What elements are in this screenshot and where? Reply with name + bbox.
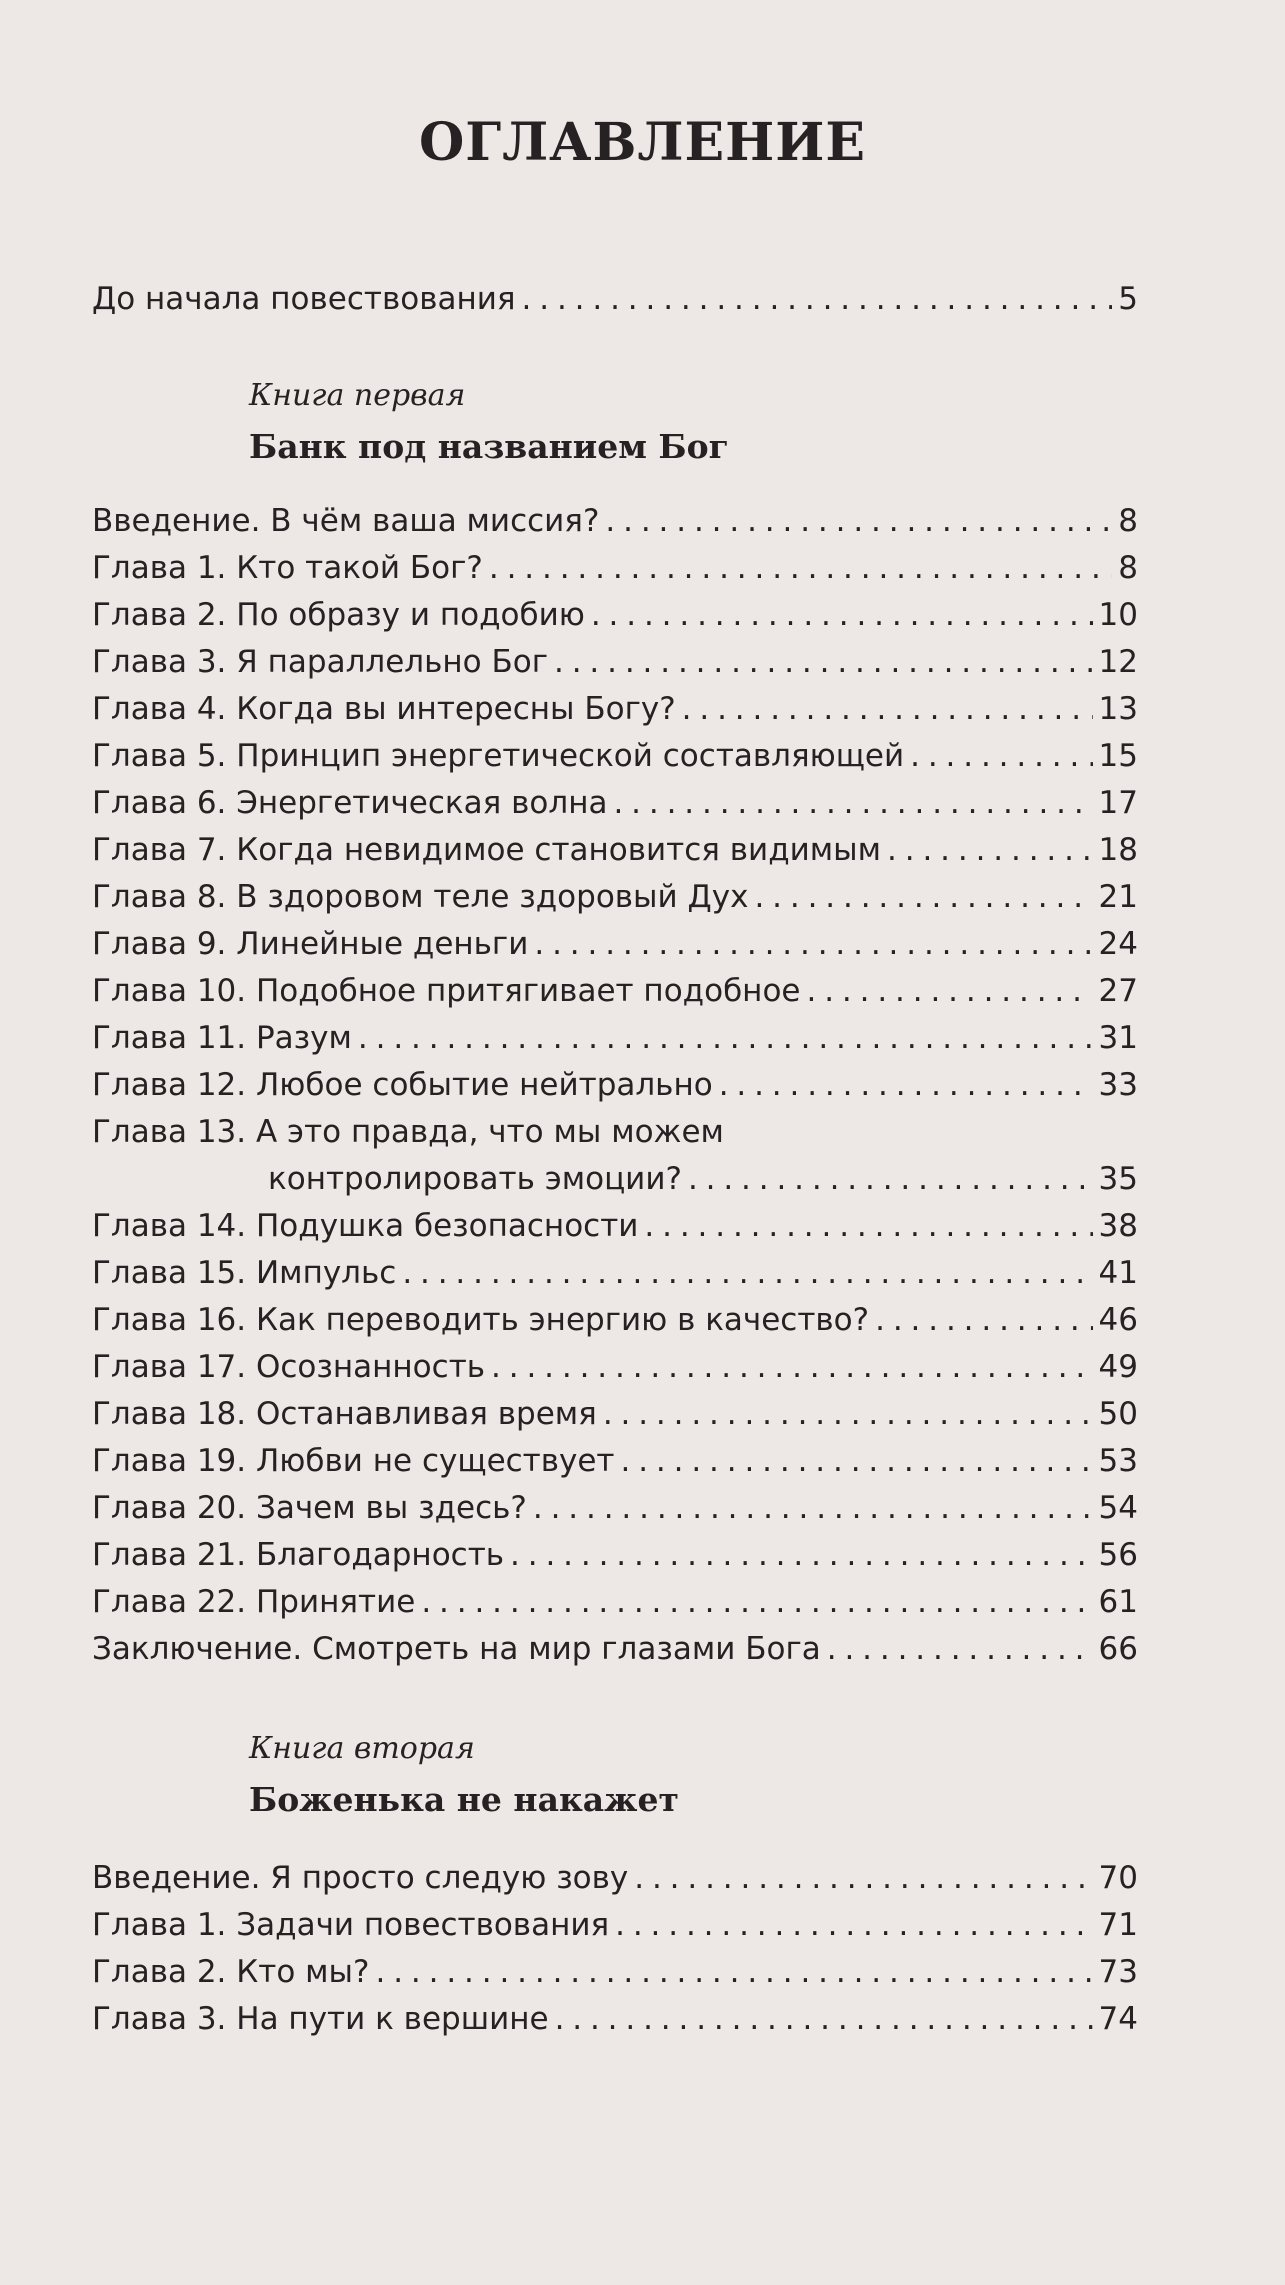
toc-entry (92, 1858, 1138, 1898)
book-title: Банк под названием Бог (249, 427, 729, 466)
toc-entry (268, 1159, 1138, 1199)
dot-leader (522, 279, 1113, 319)
dot-leader (887, 830, 1093, 870)
dot-leader (402, 1253, 1092, 1293)
toc-entry (92, 971, 1138, 1011)
entry-page: 13 (1098, 691, 1138, 727)
entry-title: Глава 17. Осознанность (92, 1349, 486, 1385)
entry-title: Глава 15. Импульс (92, 1255, 397, 1291)
dot-leader (644, 1206, 1092, 1246)
entry-page: 33 (1098, 1067, 1138, 1103)
toc-entry (92, 1905, 1138, 1945)
toc-entry (92, 783, 1138, 823)
toc-entry (92, 1488, 1138, 1528)
entry-title: Глава 8. В здоровом теле здоровый Дух (92, 879, 749, 915)
entry-page: 50 (1098, 1396, 1138, 1432)
dot-leader (621, 1441, 1093, 1481)
entry-page: 54 (1098, 1490, 1138, 1526)
toc-entry (92, 548, 1138, 588)
dot-leader (754, 877, 1092, 917)
dot-leader (421, 1582, 1092, 1622)
entry-title: До начала повествования (92, 281, 516, 317)
entry-title: Глава 13. А это правда, что мы можем (92, 1114, 724, 1150)
entry-page: 49 (1098, 1349, 1138, 1385)
toc-entry (92, 1206, 1138, 1246)
entry-title: Глава 6. Энергетическая волна (92, 785, 608, 821)
entry-page: 10 (1098, 597, 1138, 633)
entry-page: 31 (1098, 1020, 1138, 1056)
entry-page: 53 (1098, 1443, 1138, 1479)
entry-title: Глава 12. Любое событие нейтрально (92, 1067, 713, 1103)
entry-page: 73 (1098, 1954, 1138, 1990)
dot-leader (682, 689, 1093, 729)
entry-page: 27 (1098, 973, 1138, 1009)
dot-leader (534, 924, 1092, 964)
dot-leader (491, 1347, 1093, 1387)
dot-leader (719, 1065, 1093, 1105)
dot-leader (555, 1999, 1093, 2039)
entry-title: Введение. В чём ваша миссия? (92, 503, 600, 539)
toc-entry (92, 736, 1138, 776)
dot-leader (827, 1629, 1093, 1669)
dot-leader (875, 1300, 1092, 1340)
entry-title: Глава 16. Как переводить энергию в качество? (92, 1302, 870, 1338)
entry-title: Глава 11. Разум (92, 1020, 352, 1056)
toc-entry-intro (92, 279, 1138, 319)
entry-title: Глава 19. Любви не существует (92, 1443, 615, 1479)
book-label: Книга вторая (249, 1731, 475, 1766)
entry-page: 71 (1098, 1907, 1138, 1943)
dot-leader (807, 971, 1093, 1011)
dot-leader (910, 736, 1092, 776)
toc-entry (92, 830, 1138, 870)
toc-entry (92, 1441, 1138, 1481)
entry-page: 12 (1098, 644, 1138, 680)
toc-entry (92, 689, 1138, 729)
dot-leader (554, 642, 1093, 682)
dot-leader (634, 1858, 1092, 1898)
entry-title: Глава 2. По образу и подобию (92, 597, 585, 633)
toc-entry (92, 1535, 1138, 1575)
toc-entry (92, 1952, 1138, 1992)
entry-title: Глава 20. Зачем вы здесь? (92, 1490, 527, 1526)
entry-title: Глава 1. Задачи повествования (92, 1907, 610, 1943)
dot-leader (510, 1535, 1093, 1575)
entry-page: 41 (1098, 1255, 1138, 1291)
toc-entry (92, 1253, 1138, 1293)
entry-page: 70 (1098, 1860, 1138, 1896)
book-label: Книга первая (249, 378, 466, 413)
entry-page: 5 (1118, 281, 1138, 317)
entry-page: 46 (1098, 1302, 1138, 1338)
entry-page: 74 (1098, 2001, 1138, 2037)
entry-title-continuation: контролировать эмоции? (268, 1161, 682, 1197)
dot-leader (605, 501, 1112, 541)
entry-title: Введение. Я просто следую зову (92, 1860, 629, 1896)
entry-page: 35 (1098, 1161, 1138, 1197)
toc-entry (92, 1347, 1138, 1387)
entry-title: Заключение. Смотреть на мир глазами Бога (92, 1631, 821, 1667)
entry-title: Глава 5. Принцип энергетической составляющей (92, 738, 905, 774)
entry-title: Глава 7. Когда невидимое становится видимым (92, 832, 882, 868)
toc-entry (92, 1018, 1138, 1058)
toc-entry (92, 1394, 1138, 1434)
dot-leader (489, 548, 1112, 588)
entry-page: 24 (1098, 926, 1138, 962)
entry-title: Глава 4. Когда вы интересны Богу? (92, 691, 676, 727)
dot-leader (603, 1394, 1093, 1434)
dot-leader (591, 595, 1093, 635)
entry-page: 56 (1098, 1537, 1138, 1573)
entry-page: 61 (1098, 1584, 1138, 1620)
book-title: Боженька не накажет (249, 1780, 679, 1819)
dot-leader (615, 1905, 1092, 1945)
toc-entry (92, 1999, 1138, 2039)
entry-page: 18 (1098, 832, 1138, 868)
entry-title: Глава 14. Подушка безопасности (92, 1208, 639, 1244)
toc-entry (92, 1629, 1138, 1669)
entry-title: Глава 2. Кто мы? (92, 1954, 370, 1990)
entry-page: 8 (1118, 550, 1138, 586)
entry-page: 15 (1098, 738, 1138, 774)
entry-page: 66 (1098, 1631, 1138, 1667)
entry-title: Глава 22. Принятие (92, 1584, 416, 1620)
dot-leader (688, 1159, 1093, 1199)
toc-entry (92, 1300, 1138, 1340)
dot-leader (533, 1488, 1093, 1528)
toc-entry (92, 501, 1138, 541)
entry-title: Глава 3. На пути к вершине (92, 2001, 549, 2037)
entry-title: Глава 1. Кто такой Бог? (92, 550, 483, 586)
entry-page: 8 (1118, 503, 1138, 539)
entry-title: Глава 18. Останавливая время (92, 1396, 597, 1432)
toc-entry (92, 877, 1138, 917)
entry-title: Глава 9. Линейные деньги (92, 926, 529, 962)
toc-entry (92, 642, 1138, 682)
entry-page: 38 (1098, 1208, 1138, 1244)
dot-leader (613, 783, 1092, 823)
toc-entry (92, 1065, 1138, 1105)
dot-leader (358, 1018, 1093, 1058)
toc-entry (92, 595, 1138, 635)
entry-title: Глава 21. Благодарность (92, 1537, 505, 1573)
page-title: ОГЛАВЛЕНИЕ (419, 112, 866, 173)
toc-entry (92, 924, 1138, 964)
entry-page: 17 (1098, 785, 1138, 821)
entry-title: Глава 10. Подобное притягивает подобное (92, 973, 801, 1009)
entry-page: 21 (1098, 879, 1138, 915)
dot-leader (375, 1952, 1092, 1992)
entry-title: Глава 3. Я параллельно Бог (92, 644, 548, 680)
toc-entry (92, 1582, 1138, 1622)
